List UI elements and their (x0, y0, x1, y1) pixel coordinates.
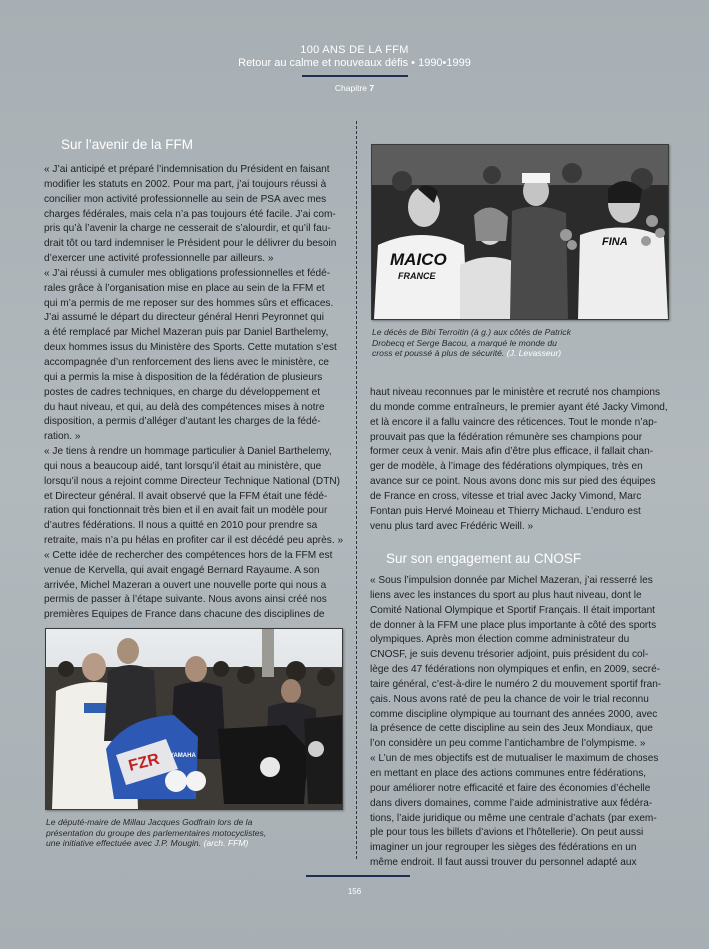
text-line: qui nous a beaucoup aidé, tant lorsqu’il était au ministère, que (44, 460, 322, 472)
text-line: la présence de cette discipline au sein des Jeux Mondiaux, que (370, 723, 653, 735)
column-divider (356, 121, 357, 859)
chapter-word: Chapitre (334, 83, 368, 93)
text-line: drait tôt ou tard indemniser le Président pour le délivrer du besoin (44, 238, 337, 250)
text-line: liens avec les instances du sport au plus haut niveau, dont le (370, 589, 642, 601)
text-line: et Directeur général. Il avait observé que la FFM était une fédé- (44, 490, 328, 502)
photo-parlementaires (45, 628, 343, 810)
caption-line: Drobecq et Serge Bacou, a marqué le monde du (372, 337, 557, 348)
right-column-text-top (370, 386, 670, 534)
photo-credit: (J. Levasseur) (506, 348, 562, 359)
text-line: accompagnée d’un renforcement des liens avec le ministère, ce (44, 356, 330, 368)
text-line: du monde comme entraîneurs, le premier ayant été Jacky Vimond, (370, 401, 668, 413)
text-line: deux hommes issus du Ministère des Sports. Cette mutation s’est (44, 342, 337, 354)
photo-parlementaires-image (46, 629, 342, 809)
text-line: ple pour tous les billets d’avions et l’hôtellerie). On peut aussi (370, 827, 644, 839)
text-line: venue de Kervella, qui avait engagé Bernard Rayaume. A son (44, 564, 320, 576)
text-line: modifier les statuts en 2002. Pour ma part, j’ai toujours réussi à (44, 178, 327, 190)
book-title: 100 ANS DE LA FFM (300, 44, 409, 56)
text-line: de donner à la FFM une place plus importante à côté des sports (370, 619, 657, 631)
caption-line: Le décès de Bibi Terroitin (à g.) aux côtés de Patrick (372, 327, 571, 337)
text-line: permis de passer à l’étape suivante. Nous avons ainsi créé nos (44, 594, 327, 606)
running-header (0, 44, 709, 93)
caption-text: une initiative effectuée avec J.P. Mougin. (46, 838, 202, 849)
text-line: arrivée, Michel Mazeran a ouvert une nouvelle porte qui nous a (44, 579, 327, 591)
text-line: « J’ai anticipé et préparé l’indemnisation du Président en faisant (44, 164, 330, 175)
text-line: lège des 47 fédérations non olympiques et enfin, en 2009, secré- (370, 664, 661, 676)
text-line: « J’ai réussi à cumuler mes obligations professionnelles et fédé- (44, 267, 331, 279)
text-line: « L’un de mes objectifs est de mutualiser le maximum de choses (370, 753, 659, 765)
text-line: ration. » (44, 431, 81, 443)
text-line: concilier mon activité professionnelle au sein de PSA avec mes (44, 193, 327, 205)
text-line: taire général, c’est-à-dire le numéro 2 du mouvement sportif fran- (370, 678, 662, 690)
chapter-number: 7 (369, 83, 375, 93)
left-column-text (44, 163, 344, 623)
text-line: disposition, a permis d’alléger d’autant les charges de la fédé- (44, 416, 321, 428)
text-line: qui m’a permis de me reposer sur des hommes sûrs et efficaces. (44, 297, 334, 309)
text-line: former ceux à venir. Mais afin d’être plus efficace, il fallait chan- (370, 446, 654, 458)
caption-parlementaires (46, 817, 346, 849)
text-line: dans divers domaines, comme l’aide administrative aux fédéra- (370, 797, 653, 809)
caption-line (46, 838, 346, 849)
caption-line (372, 348, 668, 359)
text-line: comme discipline olympique au tournant des années 2000, avec (370, 708, 658, 720)
text-line: ger de modèle, à l’image des fédérations olympiques, très en (370, 461, 643, 473)
text-line: en mettant en place des actions communes entre fédérations, (370, 767, 647, 779)
text-line: charges fédérales, mais cela n’a pas toujours été facile. J’ai com- (44, 208, 336, 220)
text-line: çais. Nous avons raté de peu la chance de voir le trial reconnu (370, 693, 649, 705)
text-line: d’autres fédérations. Il nous a quitté en 2010 pour prendre sa (44, 520, 318, 532)
text-line: du haut niveau, et qui, au delà des compétences mises à notre (44, 401, 325, 413)
section-title-avenir: Sur l’avenir de la FFM (61, 137, 194, 152)
section-title-cnosf: Sur son engagement au CNOSF (386, 551, 582, 566)
text-line: imaginer un jour regrouper les sièges des fédérations en un (370, 842, 637, 854)
text-line: pris qu’à l’avenir la charge ne cesserait de s’alourdir, et qu’il fau- (44, 223, 331, 235)
chapter-label (0, 83, 709, 93)
text-line: a été remplacé par Michel Mazeran puis par Daniel Barthelemy, (44, 327, 329, 339)
text-line: « Je tiens à rendre un hommage particulier à Daniel Barthelemy, (44, 446, 332, 458)
page-number: 156 (347, 887, 362, 896)
caption-terroitin (372, 327, 668, 359)
text-line: pour améliorer notre efficacité et faire des économies d’échelle (370, 782, 651, 794)
text-line: premières Equipes de France dans chacune des disciplines de (44, 609, 325, 621)
text-line: retraite, mais n’a pu hélas en profiter car il est décédé peu après. » (44, 535, 344, 547)
text-line: ration qui fonctionnait très bien et il en avait fait un modèle pour (44, 505, 328, 517)
header-rule (302, 75, 408, 77)
right-column-text-bottom (370, 574, 670, 871)
fairing-brand: YAMAHA (170, 753, 196, 759)
text-line: venu plus tard avec Frédéric Weill. » (370, 520, 534, 532)
caption-text: cross et poussé à plus de sécurité. (372, 348, 505, 359)
text-line: d’exercer une activité professionnelle par ailleurs. » (44, 253, 274, 265)
photo-credit: (arch. FFM) (203, 838, 249, 849)
text-line: J’ai assumé le départ du directeur général Henri Peyronnet qui (44, 312, 324, 324)
text-line: « Cette idée de rechercher des compétences hors de la FFM est (44, 549, 333, 561)
text-line: avance sur ce point. Nous avons donc mis sur pied des équipes (370, 476, 656, 488)
chapter-subtitle: Retour au calme et nouveaux défis • 1990•1999 (238, 57, 471, 69)
text-line: l’on considère un peu comme l’antichambre de l’olympisme. » (370, 738, 646, 750)
fairing-text: FZR (126, 750, 162, 775)
photo-terroitin (371, 144, 669, 320)
text-line: qui a permis la mise à disposition de la fédération de plusieurs (44, 371, 323, 383)
shirt-left-sub: FRANCE (398, 271, 436, 281)
text-line: Comité National Olympique et Sportif Français. Il était important (370, 604, 655, 616)
text-line: CNOSF, je suis devenu trésorier adjoint, puis président du col- (370, 649, 649, 661)
text-line: rales grâce à l’organisation mise en place au sein de la FFM et (44, 282, 325, 294)
shirt-left-text: MAICO (390, 250, 447, 269)
text-line: même endroit. Il faut aussi trouver du personnel adapté aux (370, 857, 637, 869)
text-line: olympiques. Après mon élection comme administrateur du (370, 634, 630, 646)
footer-rule (306, 875, 410, 877)
text-line: de France en cross, vitesse et trial avec Jacky Vimond, Marc (370, 490, 642, 502)
caption-line: Le député-maire de Millau Jacques Godfrain lors de la (46, 817, 253, 827)
text-line: haut niveau reconnues par le ministère et recruté nos champions (370, 387, 661, 398)
text-line: prouvait pas que la fédération rémunère ses champions pour (370, 431, 643, 443)
text-line: lorsqu’il nous a rejoint comme Directeur Technique National (DTN) (44, 475, 341, 487)
photo-terroitin-image (372, 145, 668, 319)
caption-line: présentation du groupe des parlementaires motocyclistes, (46, 827, 267, 838)
text-line: postes de cadres techniques, en charge du développement et (44, 386, 321, 398)
text-line: tions, l’aide juridique ou même une centrale d’achats (par exem- (370, 812, 657, 824)
text-line: Fontan puis Hervé Moineau et Thierry Michaud. L’enduro est (370, 505, 641, 517)
text-line: et là encore il a fallu vaincre des réticences. Tout le monde n’ap- (370, 416, 658, 428)
text-line: « Sous l’impulsion donnée par Michel Mazeran, j’ai resserré les (370, 575, 653, 586)
shirt-right-text: FINA (602, 236, 628, 248)
